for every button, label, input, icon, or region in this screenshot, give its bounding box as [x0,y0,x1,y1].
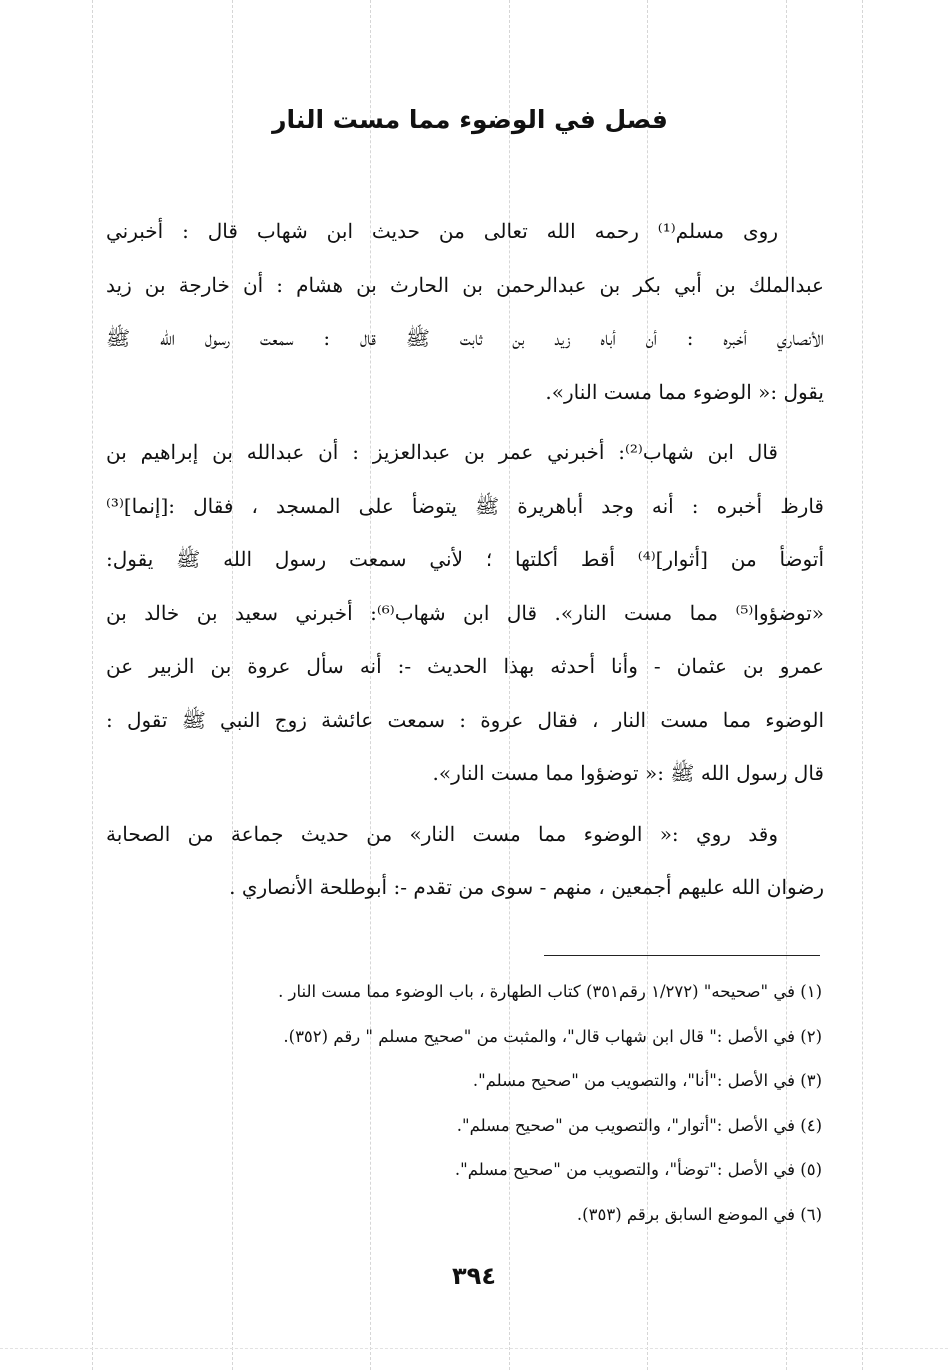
footnote: (٣) في الأصل :"أنا"، والتصويب من "صحيح مسلم". [472,1071,822,1090]
text-line: «توضؤوا⁽⁵⁾ مما مست النار». قال ابن شهاب⁽⁶⁾: أخبرني سعيد بن خالد بن [106,600,824,625]
text-line: الوضوء مما مست النار ، فقال عروة : سمعت عائشة زوج النبي ﷺ تقول : [106,707,824,732]
page-number: ٣٩٤ [452,1262,496,1290]
text-line: أتوضأ من [أثوار]⁽⁴⁾ أقط أكلتها ؛ لأني سمعت رسول الله ﷺ يقول: [106,547,824,571]
paragraph [106,205,824,419]
text-line: قال ابن شهاب⁽²⁾: أخبرني عمر بن عبدالعزيز : أن عبدالله بن إبراهيم بن [106,440,778,464]
paragraph [106,808,824,915]
page-title: فصل في الوضوء مما مست النار [272,105,668,134]
body-text [106,205,824,915]
scan-guide-line [862,0,863,1370]
text-line: قارظ أخبره : أنه وجد أباهريرة ﷺ يتوضأ على المسجد ، فقال :[إنما]⁽³⁾ [106,493,824,518]
text-line: الأنصاري أخبره : أن أباه زيد بن ثابت ﷺ قال : سمعت رسول الله ﷺ [106,326,824,350]
footnote: (٤) في الأصل :"أتوار"، والتصويب من "صحيح مسلم". [456,1115,822,1135]
footnote-separator [544,955,820,956]
scan-guide-line [92,0,93,1370]
text-line: عبدالملك بن أبي بكر بن عبدالرحمن بن الحارث بن هشام : أن خارجة بن زيد [106,272,824,297]
footnote: (٢) في الأصل :" قال ابن شهاب قال"، والمثبت من "صحيح مسلم " رقم (٣٥٢). [283,1026,822,1046]
footnote: (٦) في الموضع السابق برقم (٣٥٣). [576,1204,822,1224]
footnotes [120,970,822,1237]
text-line: روى مسلم⁽¹⁾ رحمه الله تعالى من حديث ابن شهاب قال : أخبرني [106,219,778,243]
footnote: (٥) في الأصل :"توضأ"، والتصويب من "صحيح مسلم". [454,1160,822,1179]
text-line: عمرو بن عثمان - وأنا أحدثه بهذا الحديث -: أنه سأل عروة بن الزبير عن [106,654,824,678]
scan-guide-line [0,1348,948,1349]
paragraph [106,426,824,801]
text-line: رضوان الله عليهم أجمعين ، منهم - سوى من تقدم -: أبوطلحة الأنصاري . [229,875,824,899]
text-line: يقول :« الوضوء مما مست النار». [545,379,824,404]
footnote: (١) في "صحيحه" (١/٢٧٢ رقم٣٥١) كتاب الطهارة ، باب الوضوء مما مست النار . [278,982,822,1001]
text-line: قال رسول الله ﷺ :« توضؤوا مما مست النار». [432,761,824,785]
text-line: وقد روي :« الوضوء مما مست النار» من حديث جماعة من الصحابة [106,821,778,846]
